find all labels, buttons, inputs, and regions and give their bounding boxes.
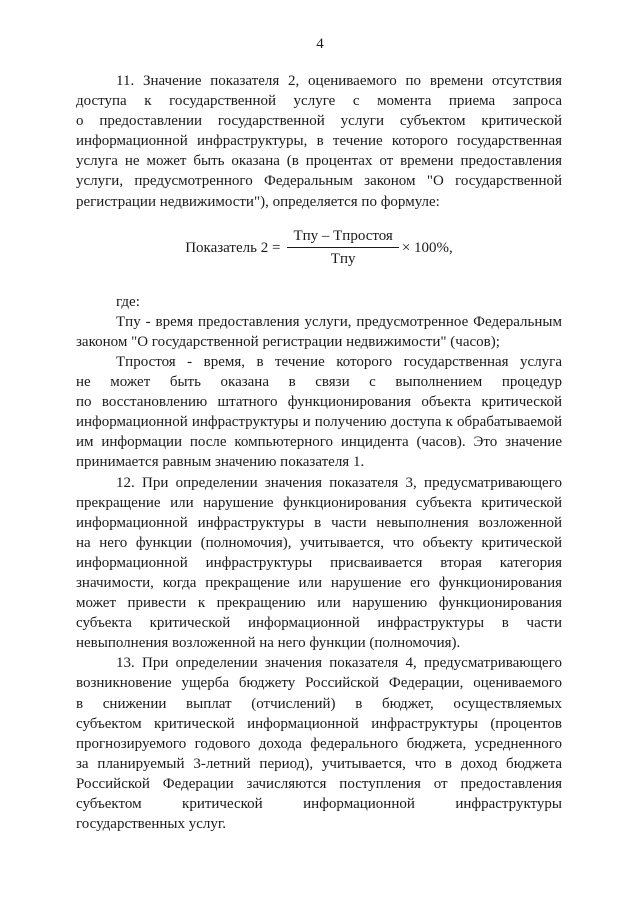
text-line: субъектом критической информационной инфраструктуры (процентов <box>76 715 562 732</box>
formula-rhs: × 100%, <box>401 239 453 256</box>
text-line: услуги, предусмотренного Федеральным законом "О государственной <box>76 173 562 190</box>
paragraph-12 <box>76 473 562 654</box>
formula <box>76 218 562 278</box>
text-line: доступа к государственной услуге с момента приема запроса <box>76 93 562 110</box>
document-body <box>76 71 562 834</box>
paragraph-13 <box>76 653 562 834</box>
definition-tpu <box>76 312 562 352</box>
text-line: на него функции (полномочия), учитывается, что объекту критической <box>76 534 562 551</box>
text-line: информационной инфраструктуры и получению доступа к обрабатываемой <box>76 414 562 431</box>
text-line: законом "О государственной регистрации недвижимости" (часов); <box>76 333 500 350</box>
paragraph-11 <box>76 71 562 212</box>
text-line: информационной инфраструктуры в части невыполнения возложенной <box>76 514 562 531</box>
formula-numerator: Tпу – Tпростоя <box>287 227 398 248</box>
text-line: регистрации недвижимости"), определяется по формуле: <box>76 193 440 210</box>
where-label: где: <box>116 293 140 310</box>
text-line: 12. При определении значения показателя 3, предусматривающего <box>116 474 562 491</box>
text-line: субъекта критической информационной инфраструктуры в части <box>76 615 562 632</box>
page-number: 4 <box>316 36 324 52</box>
formula-fraction <box>287 227 398 268</box>
text-line: значимости, когда прекращение или нарушение его функционирования <box>76 574 562 591</box>
text-line: о предоставлении государственной услуги субъектом критической <box>76 113 562 130</box>
text-line: Tпростоя - время, в течение которого государственная услуга <box>116 353 562 370</box>
text-line: Российской Федерации зачисляются поступления от предоставления <box>76 775 562 792</box>
formula-denominator: Tпу <box>330 251 356 268</box>
text-line: услуга не может быть оказана (в процентах от времени предоставления <box>76 153 562 170</box>
definition-tprostoya <box>76 352 562 473</box>
text-line: им информации после компьютерного инцидента (часов). Это значение <box>76 434 562 451</box>
formula-lhs: Показатель 2 = <box>185 239 281 256</box>
text-line: Tпу - время предоставления услуги, предусмотренное Федеральным <box>116 313 562 330</box>
text-line: в снижении выплат (отчислений) в бюджет, осуществляемых <box>76 695 562 712</box>
text-line: может привести к прекращению или нарушению функционирования <box>76 595 562 612</box>
text-line: не может быть оказана в связи с выполнением процедур <box>76 374 562 391</box>
text-line: прекращение или нарушение функционирования субъекта критической <box>76 494 562 511</box>
text-line: государственных услуг. <box>76 816 227 833</box>
text-line: информационной инфраструктуры, в течение которого государственная <box>76 133 562 150</box>
text-line: за планируемый 3-летний период), учитывается, что в доход бюджета <box>76 755 562 772</box>
text-line: принимается равным значению показателя 1. <box>76 454 365 471</box>
text-line: невыполнения возложенной на него функции (полномочия). <box>76 635 461 652</box>
text-line: 13. При определении значения показателя 4, предусматривающего <box>116 655 562 672</box>
text-line: субъектом критической информационной инфраструктуры <box>76 796 562 812</box>
text-line: возникновение ущерба бюджету Российской Федерации, оцениваемого <box>76 675 562 692</box>
text-line: по восстановлению штатного функционирования объекта критической <box>76 394 562 411</box>
text-line: 11. Значение показателя 2, оцениваемого по времени отсутствия <box>116 73 562 89</box>
text-line: информационной инфраструктуры присваивается вторая категория <box>76 554 562 571</box>
text-line: прогнозируемого годового дохода федерального бюджета, усредненного <box>76 735 562 752</box>
